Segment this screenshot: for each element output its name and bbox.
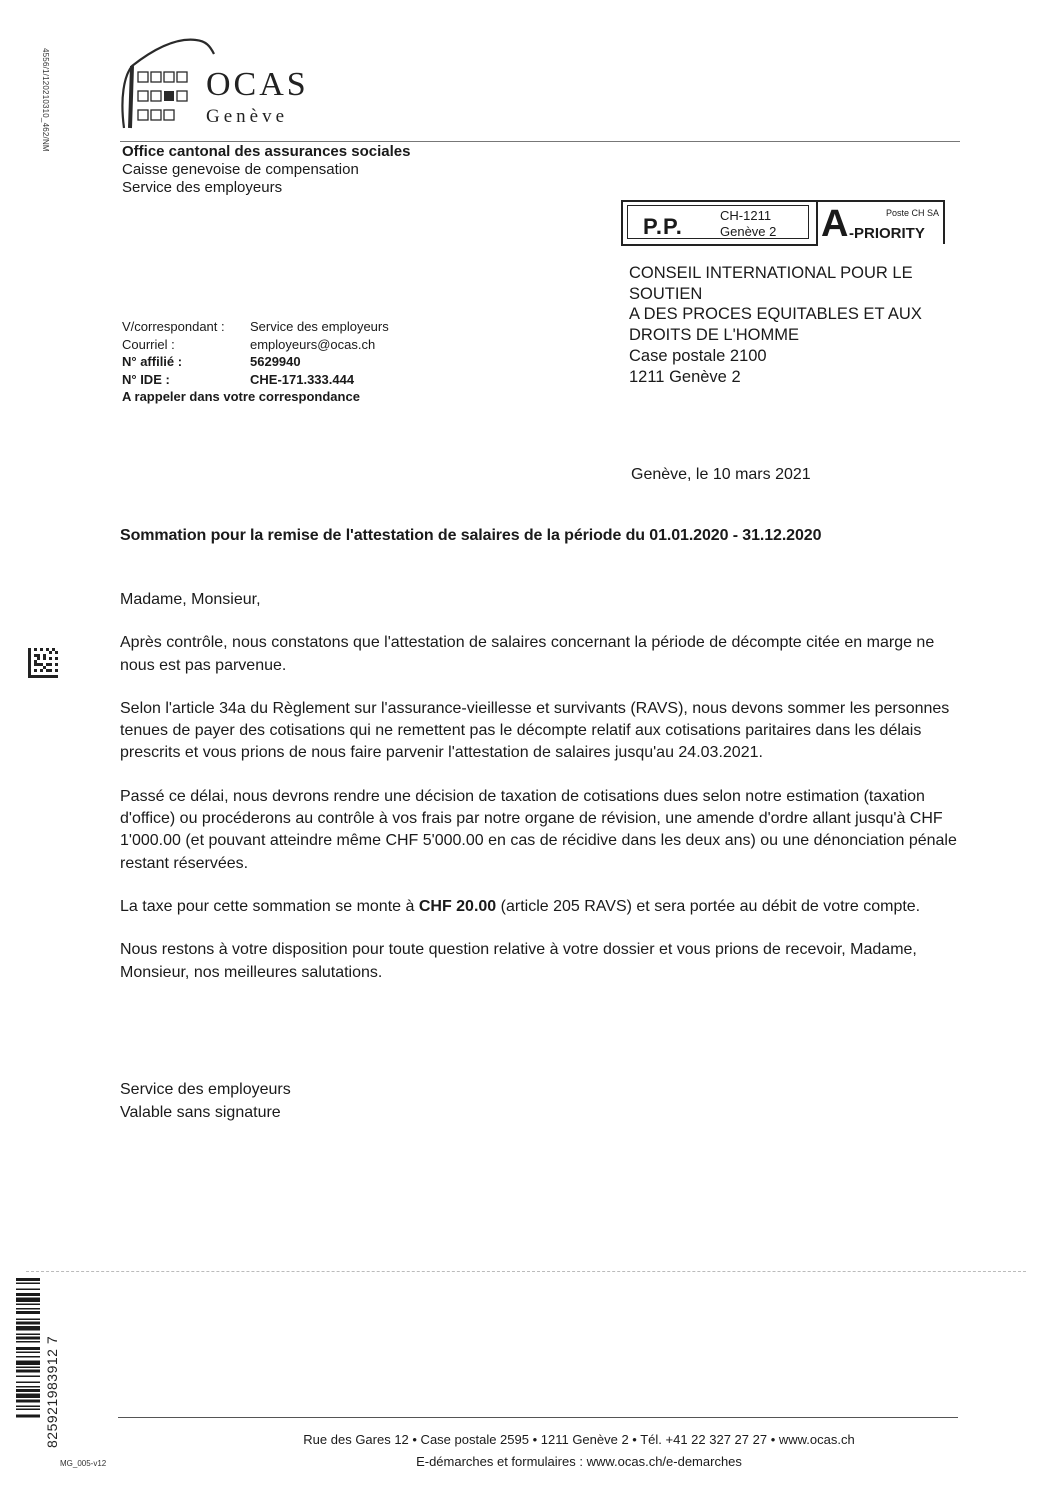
postage-pp-label: P.P. <box>643 214 683 239</box>
correspondent-label: V/correspondant : <box>122 319 225 334</box>
logo-city: Genève <box>206 106 289 127</box>
barcode-bar <box>16 1367 40 1369</box>
barcode-bar <box>16 1382 40 1384</box>
email-value: employeurs@ocas.ch <box>250 336 376 352</box>
recipient-line: CONSEIL INTERNATIONAL POUR LE <box>629 264 913 282</box>
priority-letter: A <box>821 203 849 245</box>
barcode-bar <box>16 1400 40 1403</box>
email-label: Courriel : <box>122 336 175 352</box>
body-paragraph-2: Selon l'article 34a du Règlement sur l'assurance-vieillesse et survivants (RAVS), nous devons sommer les personnes tenues de payer des cotisations qui ne remettent pas le décompte relatif aux cotisations paritaires dans les délais prescrits et vous prions de nous faire parvenir l'attestation de salaires jusqu'au 24.03.2021. <box>120 699 950 762</box>
fold-mark <box>26 1271 1026 1272</box>
barcode-bar <box>16 1409 40 1411</box>
letter-subject: Sommation pour la remise de l'attestation de salaires de la période du 01.01.2020 - 31.12.2020 <box>120 527 822 544</box>
body-paragraph-3: Passé ce délai, nous devrons rendre une décision de taxation de cotisations dues selon notre estimation (taxation d'office) ou procéderons au contrôle à vos frais par notre organe de révision, une amende d'ordre allant jusqu'à CHF 1'000.00 (et pouvant atteindre même CHF 5'000.00 en cas de récidive dans les deux ans) ou une dénonciation pénale restant réservées. <box>120 787 957 872</box>
barcode-bar <box>16 1415 40 1418</box>
signoff-validity: Valable sans signature <box>120 1103 281 1121</box>
header-divider <box>120 141 960 142</box>
footer-edemarches: E-démarches et formulaires : www.ocas.ch/e-demarches <box>416 1454 742 1469</box>
barcode-bar <box>16 1341 40 1343</box>
recipient-line: Case postale 2100 <box>629 346 767 365</box>
postage-city: Genève 2 <box>720 224 777 239</box>
barcode-bar <box>16 1347 40 1350</box>
body-paragraph-5: Nous restons à votre disposition pour toute question relative à votre dossier et vous prions de recevoir, Madame, Monsieur, nos meilleures salutations. <box>120 941 917 981</box>
qr-code-icon <box>28 648 58 678</box>
barcode-number: 825921983912 7 <box>44 1335 60 1448</box>
reference-row <box>122 318 389 336</box>
footer-divider <box>118 1417 958 1418</box>
affiliate-label: N° affilié : <box>122 354 183 369</box>
signoff-block <box>120 1079 291 1124</box>
signoff-service: Service des employeurs <box>120 1081 291 1098</box>
barcode-bar <box>16 1352 40 1354</box>
recipient-line: A DES PROCES EQUITABLES ET AUX <box>629 305 922 324</box>
fee-text-before: La taxe pour cette sommation se monte à <box>120 897 419 915</box>
barcode-bar <box>16 1298 40 1303</box>
barcode-bar <box>16 1376 40 1378</box>
reference-table <box>122 318 389 388</box>
barcode-bar <box>16 1389 40 1392</box>
barcode-bar <box>16 1283 40 1285</box>
recipient-line: SOUTIEN <box>629 284 703 303</box>
fee-text-after: (article 205 RAVS) et sera portée au débit de votre compte. <box>496 897 921 915</box>
letter-date: Genève, le 10 mars 2021 <box>631 466 811 483</box>
salutation: Madame, Monsieur, <box>120 591 261 608</box>
barcode-bar <box>16 1322 40 1325</box>
correspondent-value: Service des employeurs <box>250 319 389 334</box>
body-paragraph-1: Après contrôle, nous constatons que l'attestation de salaires concernant la période de décompte citée en marge ne nous est pas parvenue. <box>120 634 935 674</box>
barcode-bar <box>16 1289 40 1291</box>
postage-postcode: CH-1211 <box>720 208 772 223</box>
barcode-bar <box>16 1293 40 1296</box>
barcode-bar <box>16 1308 40 1310</box>
barcode-bar <box>16 1326 40 1331</box>
document-side-code: 4556/1/120210310_462/NM <box>41 48 50 152</box>
ide-label: N° IDE : <box>122 371 170 387</box>
postal-operator: Poste CH SA <box>885 208 939 218</box>
barcode-bar <box>16 1370 40 1373</box>
postage-pp-inner <box>627 205 809 239</box>
reference-block <box>122 318 389 406</box>
footer-address: Rue des Gares 12 • Case postale 2595 • 1211 Genève 2 • Tél. +41 22 327 27 27 • www.ocas.ch <box>303 1432 855 1447</box>
barcode-bar <box>16 1337 40 1340</box>
letter-body <box>120 589 960 1005</box>
reference-row <box>122 371 389 389</box>
ocas-logo <box>110 36 340 136</box>
barcode-bar <box>16 1334 40 1336</box>
form-code: MG_005-v12 <box>60 1459 107 1468</box>
recipient-address <box>629 263 922 387</box>
postage-pp-box <box>621 200 818 246</box>
fee-amount: CHF 20.00 <box>418 897 497 915</box>
ide-value: CHE-171.333.444 <box>250 371 355 387</box>
reference-row <box>122 353 389 371</box>
sender-block <box>122 143 410 197</box>
barcode-bar <box>16 1386 40 1388</box>
barcode-bar <box>16 1394 40 1399</box>
barcode-bar <box>16 1361 40 1366</box>
reference-reminder: A rappeler dans votre correspondance <box>122 389 360 404</box>
sender-service: Service des employeurs <box>122 179 283 196</box>
priority-word: -PRIORITY <box>849 225 925 242</box>
barcode-bar <box>16 1319 40 1321</box>
recipient-line: DROITS DE L'HOMME <box>629 326 799 345</box>
barcode-bar <box>16 1406 40 1408</box>
barcode-bar <box>16 1311 40 1314</box>
logo-name: OCAS <box>206 66 309 103</box>
letter-footer <box>0 1429 1058 1473</box>
barcode-bar <box>16 1304 40 1306</box>
body-paragraph-4 <box>120 896 960 918</box>
sender-office: Office cantonal des assurances sociales <box>122 143 411 160</box>
recipient-line: 1211 Genève 2 <box>629 367 741 386</box>
barcode-bar <box>16 1356 40 1358</box>
reference-row <box>122 336 389 354</box>
sender-fund: Caisse genevoise de compensation <box>122 161 359 178</box>
priority-mail-box <box>815 200 945 244</box>
barcode-bar <box>16 1278 40 1281</box>
affiliate-value: 5629940 <box>250 354 301 369</box>
postage-pp-location <box>720 208 776 240</box>
